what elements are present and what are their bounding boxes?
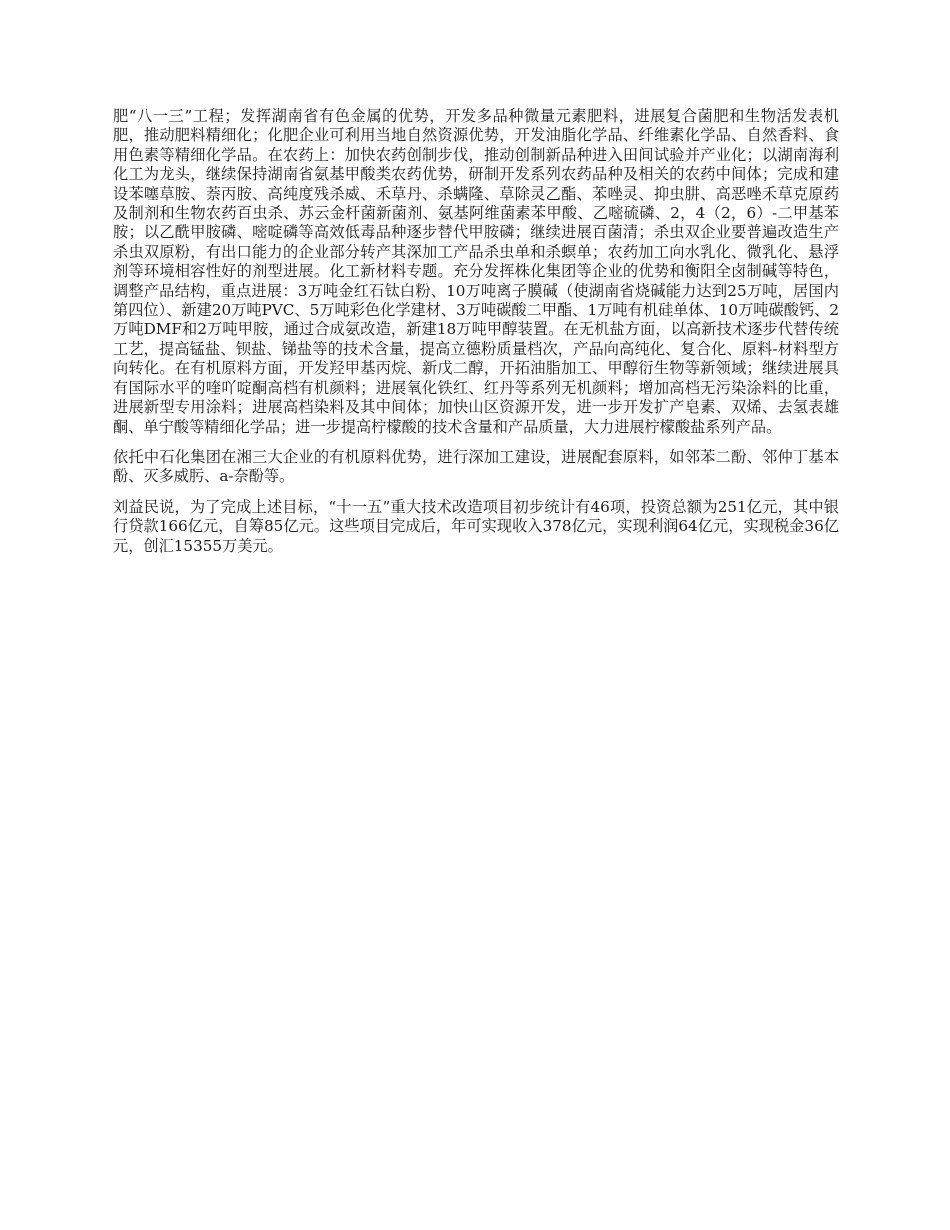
document-body	[113, 107, 839, 567]
paragraph-sinopec-raw-materials: 依托中石化集团在湘三大企业的有机原料优势，进行深加工建设，进展配套原料，如邻苯二酚、邻仲丁基本酚、灭多威肟、a-奈酚等。	[113, 447, 839, 486]
paragraph-chemical-industry-plan: 肥“八一三”工程；发挥湖南省有色金属的优势，开发多品种微量元素肥料，进展复合菌肥和生物活发表机肥，推动肥料精细化；化肥企业可利用当地自然资源优势，开发油脂化学品、纤维素化学品、自然香料、食用色素等精细化学品。在农药上：加快农药创制步伐，推动创制新品种进入田间试验并产业化；以湖南海利化工为龙头，继续保持湖南省氨基甲酸类农药优势，研制开发系列农药品种及相关的农药中间体；完成和建设苯噻草胺、萘丙胺、高纯度残杀威、禾草丹、杀螨隆、草除灵乙酯、苯唑灵、抑虫肼、高恶唑禾草克原药及制剂和生物农药百虫杀、苏云金杆菌新菌剂、氨基阿维菌素苯甲酸、乙嘧硫磷、2，4（2，6）-二甲基苯胺；以乙酰甲胺磷、嘧啶磷等高效低毒品种逐步替代甲胺磷；继续进展百菌清；杀虫双企业要普遍改造生产杀虫双原粉，有出口能力的企业部分转产其深加工产品杀虫单和杀螟单；农药加工向水乳化、微乳化、悬浮剂等环境相容性好的剂型进展。化工新材料专题。充分发挥株化集团等企业的优势和衡阳全卤制碱等特色，调整产品结构，重点进展：3万吨金红石钛白粉、10万吨离子膜碱（使湖南省烧碱能力达到25万吨，居国内第四位）、新建20万吨PVC、5万吨彩色化学建材、3万吨碳酸二甲酯、1万吨有机硅单体、10万吨碳酸钙、2万吨DMF和2万吨甲胺，通过合成氨改造，新建18万吨甲醇装置。在无机盐方面，以高新技术逐步代替传统工艺，提高锰盐、钡盐、锑盐等的技术含量，提高立德粉质量档次，产品向高纯化、复合化、原料-材料型方向转化。在有机原料方面，开发羟甲基丙烷、新戊二醇，开拓油脂加工、甲醇衍生物等新领域；继续进展具有国际水平的喹吖啶酮高档有机颜料；进展氧化铁红、红丹等系列无机颜料；增加高档无污染涂料的比重，进展新型专用涂料；进展高档染料及其中间体；加快山区资源开发，进一步开发扩产皂素、双烯、去氢表雄酮、单宁酸等精细化学品；进一步提高柠檬酸的技术含量和产品质量，大力进展柠檬酸盐系列产品。	[113, 107, 839, 436]
paragraph-investment-summary: 刘益民说，为了完成上述目标，“十一五”重大技术改造项目初步统计有46项，投资总额为251亿元，其中银行贷款166亿元，自筹85亿元。这些项目完成后，年可实现收入378亿元，实现利润64亿元，实现税金36亿元，创汇15355万美元。	[113, 497, 839, 555]
